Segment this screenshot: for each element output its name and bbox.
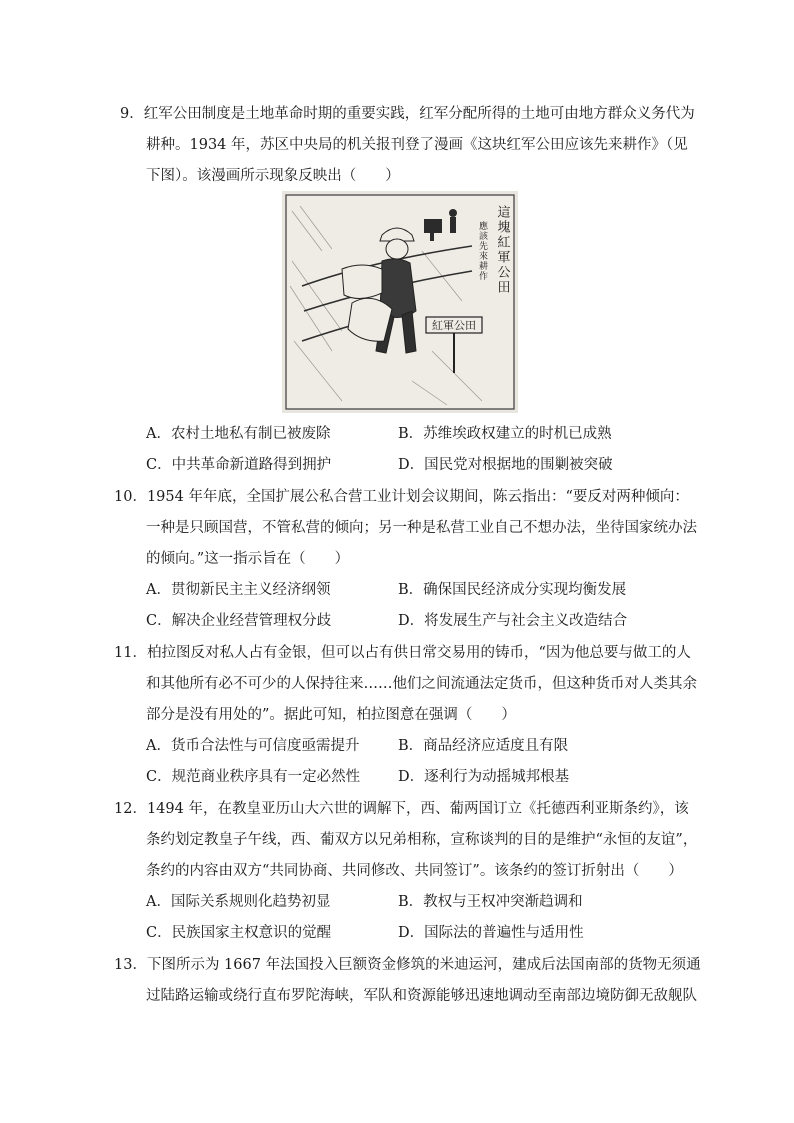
question-12 (114, 794, 698, 887)
question-text-line: 下图所示为 1667 年法国投入巨额资金修筑的米迪运河，建成后法国南部的货物无须通 (146, 957, 701, 973)
options-row (146, 575, 686, 606)
options-row (146, 918, 686, 949)
option-a[interactable]: A．国际关系规则化趋势初显 (146, 894, 331, 910)
question-text-line: 柏拉图反对私人占有金银，但可以占有供日常交易用的铸币，“因为他总要与做工的人 (146, 645, 691, 661)
option-a[interactable]: A．贯彻新民主主义经济纲领 (146, 582, 331, 598)
option-c[interactable]: C．解决企业经营管理权分歧 (146, 613, 332, 629)
option-d[interactable]: D．国际法的普遍性与适用性 (398, 925, 584, 941)
question-11 (114, 638, 697, 731)
question-text-line: 条约划定教皇子午线，西、葡双方以兄弟相称，宣称谈判的目的是维护“永恒的友谊”， (146, 832, 698, 848)
option-a[interactable]: A．农村土地私有制已被废除 (146, 426, 331, 442)
options-row (146, 731, 686, 762)
question-13 (114, 950, 701, 1012)
options-row (146, 419, 686, 450)
question-text-line: 下图）。该漫画所示现象反映出（ ） (146, 168, 400, 184)
option-b[interactable]: B．苏维埃政权建立的时机已成熟 (398, 426, 612, 442)
option-d[interactable]: D．将发展生产与社会主义改造结合 (398, 613, 628, 629)
cartoon-vertical-title: 這塊紅軍公田 (494, 205, 510, 295)
question-9 (120, 99, 695, 192)
option-c[interactable]: C．规范商业秩序具有一定必然性 (146, 769, 361, 785)
question-text-line: 耕种。1934 年，苏区中央局的机关报刊登了漫画《这块红军公田应该先来耕作》（见 (146, 137, 688, 153)
question-text-line: 红军公田制度是土地革命时期的重要实践，红军分配所得的土地可由地方群众义务代为 (143, 106, 695, 122)
question-text-line: 和其他所有必不可少的人保持往来……他们之间流通法定货币，但这种货币对人类其余 (146, 676, 697, 692)
option-b[interactable]: B．确保国民经济成分实现均衡发展 (398, 582, 627, 598)
question-text-line: 过陆路运输或绕行直布罗陀海峡，军队和资源能够迅速地调动至南部边境防御无敌舰队 (146, 988, 697, 1004)
option-c[interactable]: C．中共革命新道路得到拥护 (146, 457, 332, 473)
question-number: 13． (114, 957, 147, 973)
question-text-line: 一种是只顾国营，不管私营的倾向；另一种是私营工业自己不想办法，坐待国家统办法 (146, 520, 697, 536)
question-text-line: 的倾向。”这一指示旨在（ ） (146, 551, 350, 567)
cartoon-figure (282, 191, 518, 413)
question-number: 11． (114, 645, 147, 661)
question-number: 12． (114, 801, 147, 817)
option-d[interactable]: D．国民党对根据地的围剿被突破 (398, 457, 613, 473)
options-row (146, 887, 686, 918)
option-a[interactable]: A．货币合法性与可信度亟需提升 (146, 738, 360, 754)
options-row (146, 606, 686, 637)
cartoon-sign-text: 紅軍公田 (432, 319, 476, 332)
question-text-line: 1494 年，在教皇亚历山大六世的调解下，西、葡两国订立《托德西利亚斯条约》，该 (146, 801, 689, 817)
option-b[interactable]: B．教权与王权冲突渐趋调和 (398, 894, 583, 910)
option-c[interactable]: C．民族国家主权意识的觉醒 (146, 925, 332, 941)
question-text-line: 部分是没有用处的”。据此可知，柏拉图意在强调（ ） (146, 707, 516, 723)
option-d[interactable]: D．逐利行为动摇城邦根基 (398, 769, 570, 785)
question-number: 10． (114, 489, 147, 505)
question-number: 9． (120, 106, 144, 122)
question-text-line: 1954 年年底，全国扩展公私合营工业计划会议期间，陈云指出：“要反对两种倾向： (146, 489, 689, 505)
option-b[interactable]: B．商品经济应适度且有限 (398, 738, 569, 754)
question-text-line: 条约的内容由双方“共同协商、共同修改、共同签订”。该条约的签订折射出（ ） (146, 863, 683, 879)
options-row (146, 450, 686, 481)
red-army-field-cartoon (282, 191, 518, 413)
question-10 (114, 482, 697, 575)
options-row (146, 762, 686, 793)
cartoon-vertical-subtitle: 應該先來耕作 (477, 221, 487, 281)
